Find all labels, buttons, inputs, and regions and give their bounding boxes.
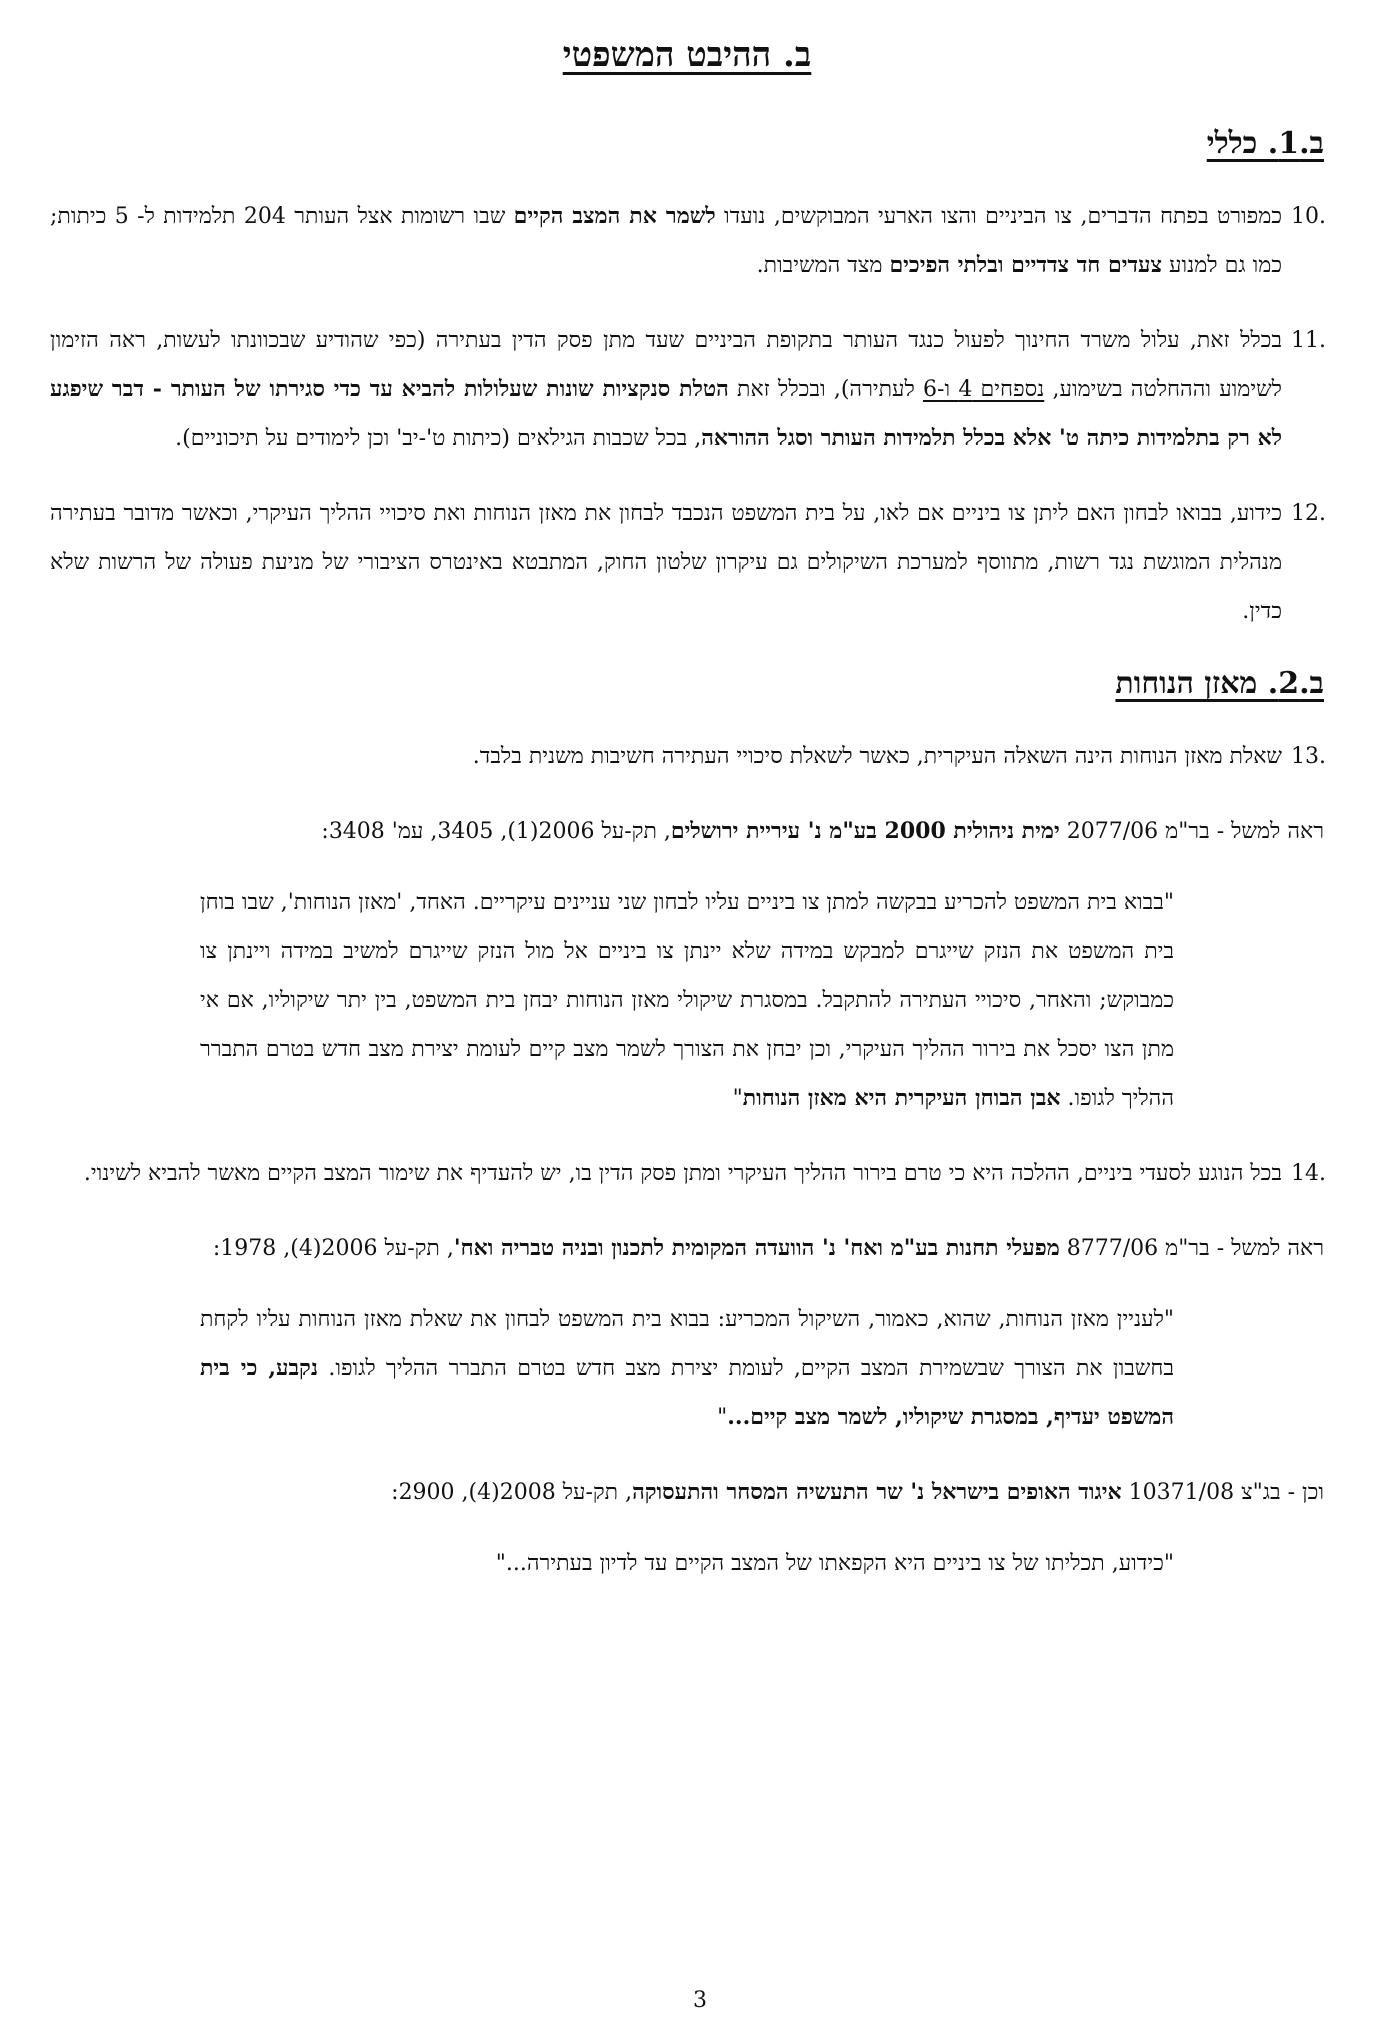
paragraph-number: 14. — [1291, 1161, 1326, 1186]
paragraph-12: 12. כידוע, בבואו לבחון האם ליתן צו ביניים אם לאו, על בית המשפט הנכבד לבחון את מאזן הנוחות ואת סיכויי ההליך העיקרי, וכאשר מדובר בעתירה מנהלית המוגשת נגד רשות, מתווסף למערכת השיקולים גם עיקרון שלטון החוק, המתבטא באינטרס הציבורי של מניעת פעולה של הרשות שלא כדין. — [50, 489, 1324, 636]
bold-text: נקבע, כי בית המשפט יעדיף, במסגרת שיקוליו, לשמר מצב קיים... — [200, 1355, 1174, 1430]
paragraph-number: 11. — [1291, 328, 1326, 353]
page-title: ב. ההיבט המשפטי — [562, 35, 812, 75]
block-quote: "בבוא בית המשפט להכריע בבקשה למתן צו ביניים עליו לבחון שני עניינים עיקריים. האחד, 'מאזן הנוחות', שבו בוחן בית המשפט את הנזק שייגרם למבקש במידה שלא יינתן צו ביניים אל מול הנזק שייגרם למשיב במידה ויינתן צו כמבוקש; והאחר, סיכויי העתירה להתקבל. במסגרת שיקולי מאזן הנוחות יבחן בית המשפט, בין יתר שיקוליו, אם אי מתן הצו יסכל את בירור ההליך העיקרי, וכן יבחן את הצורך לשמר מצב קיים לעומת יצירת מצב חדש בטרם התברר ההליך לגופו. אבן הבוחן העיקרית היא מאזן הנוחות" — [200, 890, 1174, 1111]
paragraph-number: 13. — [1291, 744, 1326, 769]
case-reference: ראה למשל - בר"מ 8777/06 מפעלי תחנות בע"מ ואח' נ' הוועדה המקומית לתכנון ובניה טבריה ואח', תק-על 2006(4), 1978: — [212, 1235, 1324, 1261]
appendix-reference: נספחים 4 ו-6 — [923, 377, 1045, 402]
block-quote: "לעניין מאזן הנוחות, שהוא, כאמור, השיקול המכריע: בבוא בית המשפט לבחון את שאלת מאזן הנוחות עליו לקחת בחשבון את הצורך שבשמירת המצב הקיים, לעומת יצירת מצב חדש בטרם התברר ההליך לגופו. נקבע, כי בית המשפט יעדיף, במסגרת שיקוליו, לשמר מצב קיים..." — [200, 1307, 1174, 1430]
case-reference: ראה למשל - בר"מ 2077/06 ימית ניהולית 2000 בע"מ נ' עיריית ירושלים, תק-על 2006(1), 3405, עמ' 3408: — [321, 818, 1324, 844]
paragraph-11: 11. בכלל זאת, עלול משרד החינוך לפעול כנגד העותר בתקופת הביניים שעד מתן פסק הדין בעתירה (כפי שהודיע שבכוונתו לעשות, ראה הזימון לשימוע וההחלטה בשימוע, נספחים 4 ו-6 לעתירה), ובכלל זאת הטלת סנקציות שונות שעלולות להביא עד כדי סגירתו של העותר - דבר שיפגע לא רק בתלמידות כיתה ט' אלא בכלל תלמידות העותר וסגל ההוראה, בכל שכבות הגילאים (כיתות ט'-יב' וכן לימודים על תיכוניים). — [50, 316, 1324, 463]
paragraph-number: 12. — [1291, 501, 1326, 526]
case-name: ימית ניהולית 2000 בע"מ נ' עיריית ירושלים — [670, 818, 1060, 844]
section-heading-balance-of-convenience: ב.2. מאזן הנוחות — [1115, 666, 1324, 701]
paragraph-10: 10. כמפורט בפתח הדברים, צו הביניים והצו הארעי המבוקשים, נועדו לשמר את המצב הקיים שבו רשומות אצל העותר 204 תלמידות ל- 5 כיתות; כמו גם למנוע צעדים חד צדדיים ובלתי הפיכים מצד המשיבות. — [50, 192, 1324, 290]
section-heading-general: ב.1. כללי — [1206, 126, 1324, 161]
case-reference: וכן - בג"צ 10371/08 איגוד האופים בישראל נ' שר התעשיה המסחר והתעסוקה, תק-על 2008(4), 2900: — [391, 1479, 1324, 1505]
bold-text: צעדים חד צדדיים ובלתי הפיכים — [889, 252, 1163, 278]
bold-text: הטלת סנקציות שונות שעלולות להביא עד כדי סגירתו של העותר - דבר שיפגע לא רק בתלמידות כיתה ט' אלא בכלל תלמידות העותר וסגל ההוראה — [50, 376, 1282, 451]
bold-text: לשמר את המצב הקיים — [513, 203, 716, 229]
bold-text: אבן הבוחן העיקרית היא מאזן הנוחות — [742, 1085, 1061, 1111]
paragraph-13: 13. שאלת מאזן הנוחות הינה השאלה העיקרית, כאשר לשאלת סיכויי העתירה חשיבות משנית בלבד. — [50, 732, 1324, 781]
paragraph-number: 10. — [1291, 204, 1326, 229]
page-number: 3 — [693, 1988, 707, 2013]
case-name: איגוד האופים בישראל נ' שר התעשיה המסחר והתעסוקה — [632, 1479, 1122, 1505]
case-name: מפעלי תחנות בע"מ ואח' נ' הוועדה המקומית לתכנון ובניה טבריה ואח' — [453, 1235, 1060, 1261]
paragraph-14: 14. בכל הנוגע לסעדי ביניים, ההלכה היא כי טרם בירור ההליך העיקרי ומתן פסק הדין בו, יש להעדיף את שימור המצב הקיים מאשר להביא לשינוי. — [50, 1149, 1324, 1198]
block-quote: "כידוע, תכליתו של צו ביניים היא הקפאתו של המצב הקיים עד לדיון בעתירה..." — [495, 1551, 1174, 1576]
